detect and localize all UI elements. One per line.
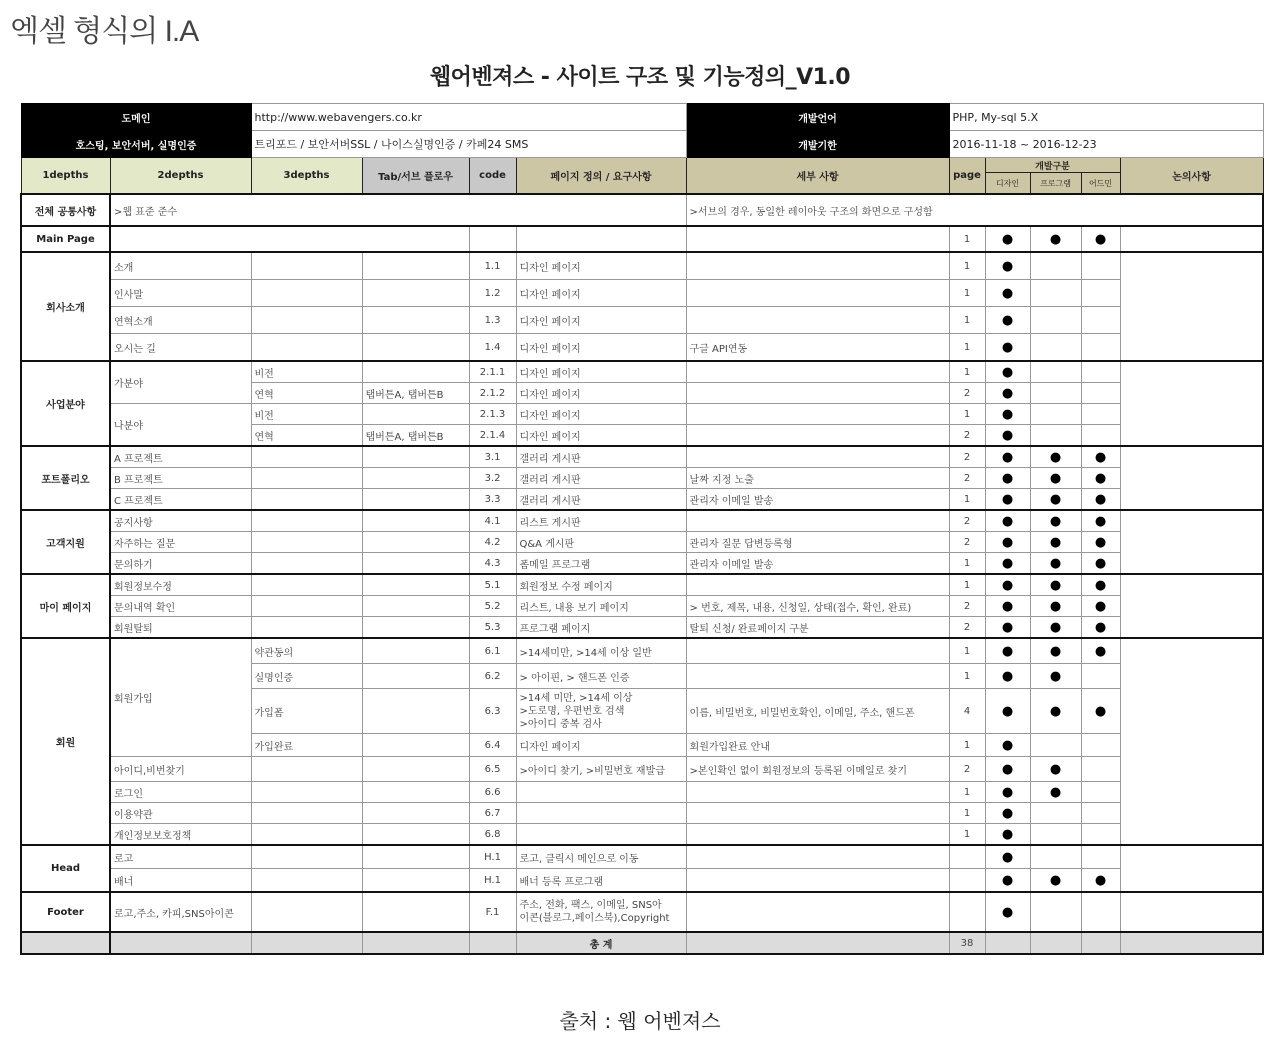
header-code: code bbox=[469, 158, 516, 195]
header-notes: 논의사항 bbox=[1120, 158, 1263, 195]
category-support: 고객지원 bbox=[21, 510, 110, 574]
table-row: 가입폼 6.3 >14세 미만, >14세 이상 >도로명, 우편번호 검색 >아이디 중복 검사 이름, 비밀번호, 비밀번호확인, 이메일, 주소, 핸드폰 4 ● ● ● bbox=[21, 689, 1263, 734]
category-business: 사업분야 bbox=[21, 361, 110, 446]
table-row: 포트폴리오 A 프로젝트 3.1 갤러리 게시판 2 ● ● ● bbox=[21, 446, 1263, 468]
table-row: 회사소개 소개 1.1 디자인 페이지 1 ● bbox=[21, 252, 1263, 280]
table-row: C 프로젝트 3.3 갤러리 게시판 관리자 이메일 발송 1 ● ● ● bbox=[21, 489, 1263, 511]
category-head: Head bbox=[21, 845, 110, 892]
header-3depths: 3depths bbox=[251, 158, 362, 195]
hosting-value: 트리포드 / 보안서버SSL / 나이스실명인증 / 카페24 SMS bbox=[251, 131, 686, 158]
table-row: 개인정보보호정책 6.8 1 ● bbox=[21, 824, 1263, 846]
table-row: Head 로고 H.1 로고, 클릭시 메인으로 이동 ● bbox=[21, 845, 1263, 869]
total-label: 총 계 bbox=[516, 932, 686, 954]
domain-label: 도메인 bbox=[21, 104, 251, 131]
page-heading: 엑셀 형식의 I.A bbox=[10, 15, 199, 48]
header-2depths: 2depths bbox=[110, 158, 251, 195]
period-label: 개발기한 bbox=[686, 131, 949, 158]
table-row: 고객지원 공지사항 4.1 리스트 게시판 2 ● ● ● bbox=[21, 510, 1263, 532]
table-row: 아이디,비번찾기 6.5 >아이디 찾기, >비밀번호 재발급 >본인확인 없이 회원정보의 등록된 이메일로 찾기 2 ● ● bbox=[21, 757, 1263, 782]
category-portfolio: 포트폴리오 bbox=[21, 446, 110, 510]
total-pages: 38 bbox=[949, 932, 985, 954]
table-row: 나분야 비전 2.1.3 디자인 페이지 1 ● bbox=[21, 404, 1263, 425]
table-row: 문의내역 확인 5.2 리스트, 내용 보기 페이지 > 번호, 제목, 내용, 신청일, 상태(접수, 확인, 완료) 2 ● ● ● bbox=[21, 596, 1263, 617]
table-row: 연혁소개 1.3 디자인 페이지 1 ● bbox=[21, 307, 1263, 334]
table-row: 자주하는 질문 4.2 Q&A 게시판 관리자 질문 답변등록형 2 ● ● ● bbox=[21, 532, 1263, 553]
category-company: 회사소개 bbox=[21, 252, 110, 361]
table-row: 실명인증 6.2 > 아이핀, > 핸드폰 인증 1 ● ● bbox=[21, 664, 1263, 689]
period-value: 2016-11-18 ~ 2016-12-23 bbox=[949, 131, 1263, 158]
hosting-label: 호스팅, 보안서버, 실명인증 bbox=[21, 131, 251, 158]
category-footer: Footer bbox=[21, 892, 110, 932]
table-row: 연혁 탭버튼A, 탭버튼B 2.1.2 디자인 페이지 2 ● bbox=[21, 383, 1263, 404]
header-page: page bbox=[949, 158, 985, 195]
header-tab: Tab/서브 플로우 bbox=[362, 158, 469, 195]
document-title: 웹어벤져스 - 사이트 구조 및 기능정의_V1.0 bbox=[429, 65, 851, 90]
header-design: 디자인 bbox=[985, 173, 1030, 195]
category-member: 회원 bbox=[21, 638, 110, 845]
table-row: 연혁 탭버튼A, 탭버튼B 2.1.4 디자인 페이지 2 ● bbox=[21, 425, 1263, 447]
table-row: 오시는 길 1.4 디자인 페이지 구글 API연동 1 ● bbox=[21, 334, 1263, 362]
table-row: 인사말 1.2 디자인 페이지 1 ● bbox=[21, 280, 1263, 307]
header-admin: 어드민 bbox=[1081, 173, 1120, 195]
table-row: B 프로젝트 3.2 갤러리 게시판 날짜 지정 노출 2 ● ● ● bbox=[21, 468, 1263, 489]
category-mypage: 마이 페이지 bbox=[21, 574, 110, 638]
lang-label: 개발언어 bbox=[686, 104, 949, 131]
table-row: 가입완료 6.4 디자인 페이지 회원가입완료 안내 1 ● bbox=[21, 734, 1263, 757]
header-definition: 페이지 정의 / 요구사항 bbox=[516, 158, 686, 195]
source-caption: 출처 : 웹 어벤져스 bbox=[559, 1009, 721, 1033]
lang-value: PHP, My-sql 5.X bbox=[949, 104, 1263, 131]
table-row: Footer 로고,주소, 카피,SNS아이콘 F.1 주소, 전화, 팩스, 이메일, SNS아 이콘(블로그,페이스북),Copyright ● bbox=[21, 892, 1263, 932]
header-program: 프로그램 bbox=[1030, 173, 1081, 195]
header-1depths: 1depths bbox=[21, 158, 110, 195]
header-detail: 세부 사항 bbox=[686, 158, 949, 195]
common-right: >서브의 경우, 동일한 레이아웃 구조의 화면으로 구성함 bbox=[686, 194, 1263, 226]
ia-spreadsheet: 도메인 http://www.webavengers.co.kr 개발언어 PHP, My-sql 5.X 호스팅, 보안서버, 실명인증 트리포드 / 보안서버SSL / 나이스실명인증 / 카페24 SMS 개발기한 2016-11-18 ~ 2016-12-23 1depths 2depths 3depths Tab/서브 플로우 code 페이지 정의 / 요구사항 세부 사항 page 개발구분 논의사항 디자인 프로그램 어드민 전체 공통사항 >웹 표준 준수 >서브의 경우, 동일한 레이아웃 구조의 화면으로 구성함 Main Page 1 ● ● ● 회사소개 소개 1.1 디자인 페이지 1 ● 인사말 1.2 디자인 페이지 1 ● 연혁소개 1.3 디자인 페이지 1 ● 오시는 길 1.4 디자인 페이지 구글 API연동 1 ● 사업분야 가분야 비전 2.1.1 디자인 페이지 1 ● 연혁 탭버튼A, 탭버튼B 2.1.2 디자인 페이지 2 ● 나분야 비전 2.1.3 디자인 페이지 1 ● 연혁 탭버튼A, 탭버튼B 2.1.4 디자인 페이지 2 ● 포트폴리오 A 프로젝트 3.1 갤러리 게시판 2 ● ● ● B 프로젝트 3.2 갤러리 게시판 날짜 지정 노출 2 ● ● ● C 프로젝트 3.3 갤러리 게시판 관리자 이메일 발송 1 ● ● ● 고객지원 공지사항 4.1 리스트 게시판 2 ● ● ● 자주하는 질문 4.2 Q&A 게시판 관리자 질문 답변등록형 2 ● ● ● 문의하기 4.3 폼메일 프로그램 관리자 이메일 발송 1 ● ● ● 마이 페이지 회원정보수정 5.1 회원정보 수정 페이지 1 ● ● ● 문의내역 확인 5.2 리스트, 내용 보기 페이지 > 번호, 제목, 내용, 신청일, 상태(접수, 확인, 완료) 2 ● ● ● 회원탈퇴 5.3 프로그램 페이지 탈퇴 신청/ 완료페이지 구분 2 ● ● ● 회원 회원가입 약관동의 6.1 >14세미만, >14세 이상 일반 1 ● ● ● 실명인증 6.2 > 아이핀, > 핸드폰 인증 1 ● ● 가입폼 6.3 >14세 미만, >14세 이상 >도로명, 우편번호 검색 >아이디 중복 검사 이름, 비밀번호, 비밀번호확인, 이메일, 주소, 핸드폰 4 ● ● ● 가입완료 6.4 디자인 페이지 회원가입완료 안내 1 ● 아이디,비번찾기 6.5 >아이디 찾기, >비밀번호 재발급 >본인확인 없이 회원정보의 등록된 이메일로 찾기 2 ● ● 로그인 6.6 1 ● ● 이용약관 6.7 1 ● 개인정보보호정책 6.8 1 ● Head 로고 H.1 로고, 클릭시 메인으로 이동 ● 배너 H.1 배너 등록 프로그램 ● ● ● Footer 로고,주소, 카피,SNS아이콘 F.1 주소, 전화, 팩스, 이메일, SNS아 이콘(블로그,페이스북),Copyright ● 총 계 38 bbox=[20, 103, 1262, 955]
table-row: 사업분야 가분야 비전 2.1.1 디자인 페이지 1 ● bbox=[21, 361, 1263, 383]
main-page-label: Main Page bbox=[21, 226, 110, 252]
table-row: 로그인 6.6 1 ● ● bbox=[21, 782, 1263, 803]
domain-value: http://www.webavengers.co.kr bbox=[251, 104, 686, 131]
table-row: 배너 H.1 배너 등록 프로그램 ● ● ● bbox=[21, 869, 1263, 893]
total-row bbox=[21, 932, 1263, 954]
table-row: 회원탈퇴 5.3 프로그램 페이지 탈퇴 신청/ 완료페이지 구분 2 ● ● ● bbox=[21, 617, 1263, 639]
table-row: 문의하기 4.3 폼메일 프로그램 관리자 이메일 발송 1 ● ● ● bbox=[21, 553, 1263, 575]
common-left: >웹 표준 준수 bbox=[110, 194, 686, 226]
common-label: 전체 공통사항 bbox=[21, 194, 110, 226]
table-row: 회원 회원가입 약관동의 6.1 >14세미만, >14세 이상 일반 1 ● ● ● bbox=[21, 638, 1263, 664]
table-row: 마이 페이지 회원정보수정 5.1 회원정보 수정 페이지 1 ● ● ● bbox=[21, 574, 1263, 596]
table-row: 이용약관 6.7 1 ● bbox=[21, 803, 1263, 824]
header-dev-type: 개발구분 bbox=[985, 158, 1120, 173]
